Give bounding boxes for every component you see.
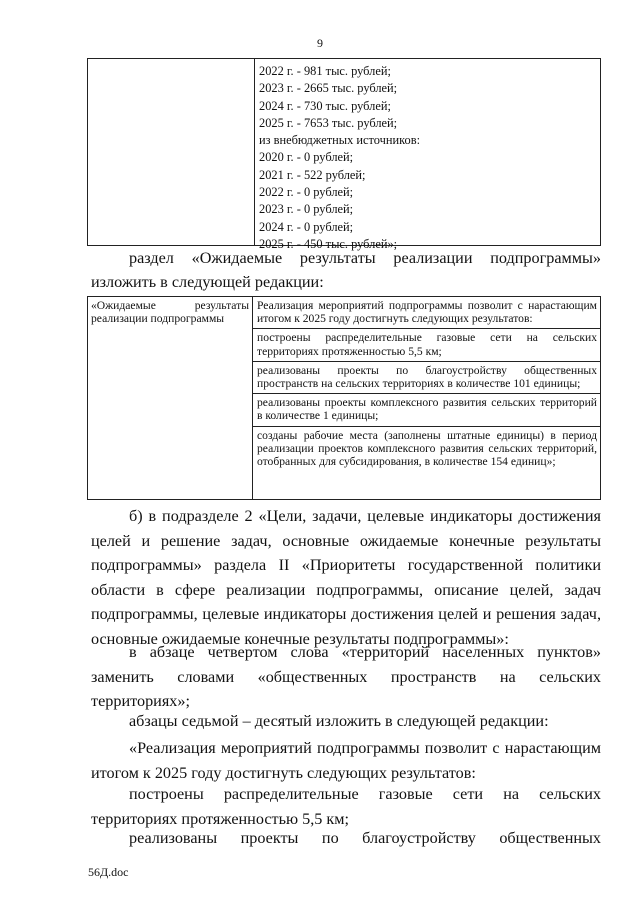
funding-line: 2023 г. - 2665 тыс. рублей; (259, 81, 398, 96)
funding-table-values-cell (255, 59, 600, 251)
funding-line: 2020 г. - 0 рублей; (259, 150, 354, 165)
results-table (87, 296, 601, 500)
paragraph-abzac-7-10: абзацы седьмой – десятый изложить в следующей редакции: (129, 712, 549, 730)
funding-line: 2022 г. - 981 тыс. рублей; (259, 64, 391, 78)
funding-line: 2024 г. - 0 рублей; (259, 219, 354, 234)
funding-table-label-cell (88, 59, 255, 245)
funding-line: 2025 г. - 450 тыс. рублей»; (259, 236, 398, 251)
funding-line: из внебюджетных источников: (259, 133, 421, 148)
paragraph-subsection-2: б) в подразделе 2 «Цели, задачи, целевые индикаторы достижения целей и решение задач, основные ожидаемые конечные результаты подпрограммы» раздела II «Приоритеты государственной политики области в сфере реализации подпрограммы, описание целей, задач подпрограммы, целевые индикаторы достижения целей и решения задач, основные ожидаемые конечные результаты подпрограммы»: (91, 507, 601, 648)
funding-line: 2025 г. - 7653 тыс. рублей; (259, 115, 398, 130)
page-number: 9 (317, 36, 323, 50)
results-table-label-cell (88, 297, 253, 499)
paragraph-public-spaces: реализованы проекты по благоустройству общественных (129, 829, 601, 847)
results-table-cell: созданы рабочие места (заполнены штатные единицы) в период реализации проектов комплексного развития сельских территорий, отобранных для субсидирования, в количестве 154 единиц»; (257, 428, 597, 469)
funding-line: 2021 г. - 522 рублей; (259, 167, 366, 182)
funding-line: 2024 г. - 730 тыс. рублей; (259, 98, 391, 113)
results-table-cell: построены распределительные газовые сети на сельских территориях протяженностью 5,5 км; (253, 329, 600, 361)
paragraph-gas-networks: построены распределительные газовые сети на сельских территориях протяженностью 5,5 км; (91, 785, 601, 828)
paragraph-section-results: раздел «Ожидаемые результаты реализации подпрограммы» изложить в следующей редакции: (91, 249, 601, 291)
paragraph-quote-results: «Реализация мероприятий подпрограммы позволит с нарастающим итогом к 2025 году достигнуть следующих результатов: (91, 739, 601, 782)
results-table-cell: Реализация мероприятий подпрограммы позволит с нарастающим итогом к 2025 году достигнуть следующих результатов: (253, 297, 600, 329)
results-table-values (253, 297, 600, 499)
results-table-cell: реализованы проекты комплексного развития сельских территорий в количестве 1 единицы; (253, 394, 600, 426)
paragraph-abzac-4: в абзаце четвертом слова «территорий населенных пунктов» заменить словами «общественных пространств на сельских территориях»; (91, 643, 601, 711)
results-table-label: «Ожидаемые результаты реализации подпрограммы (91, 299, 249, 326)
funding-table (87, 58, 601, 251)
funding-line: 2022 г. - 0 рублей; (259, 185, 354, 200)
funding-line: 2023 г. - 0 рублей; (259, 202, 354, 217)
file-name-footer: 56Д.doc (88, 865, 129, 879)
results-table-cell: реализованы проекты по благоустройству общественных пространств на сельских территориях в количестве 101 единицы; (253, 362, 600, 394)
